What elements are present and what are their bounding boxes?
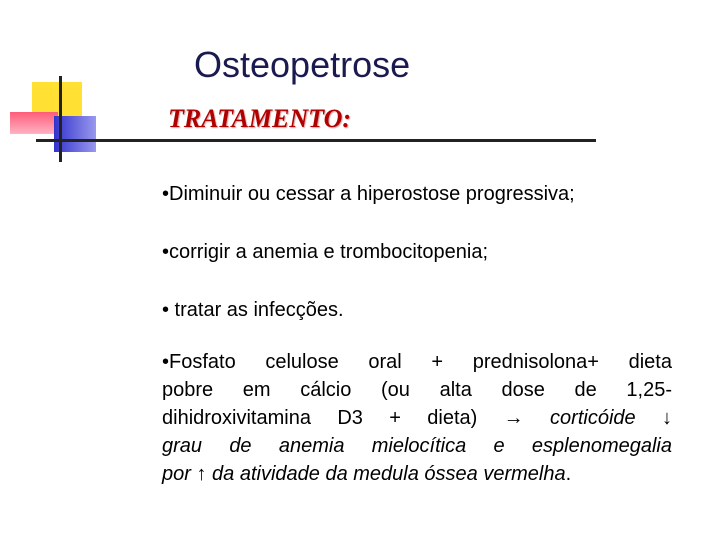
treatment-line-3 [162,404,672,432]
treatment-line-2: pobre em cálcio (ou alta dose de 1,25- [162,379,672,401]
treatment-line-5c: da atividade da medula óssea vermelha [212,463,566,485]
up-arrow: ↑ [190,463,213,485]
treatment-line-3a: dihidroxivitamina D3 + dieta) → [162,407,551,429]
slide-subtitle: TRATAMENTO: [168,104,352,133]
treatment-line-5 [162,460,672,488]
pink-bar [10,112,58,134]
treatment-line-5d: . [565,463,572,485]
slide-title: Osteopetrose [194,44,411,85]
vertical-rule [59,76,62,162]
bullet-item: •Diminuir ou cessar a hiperostose progressiva; [162,183,575,205]
treatment-line-4: grau de anemia mielocítica e esplenomegalia [162,435,672,457]
treatment-line-5a: por [162,463,191,485]
corner-decoration [0,0,110,170]
horizontal-rule [36,139,596,142]
treatment-line-1: •Fosfato celulose oral + prednisolona+ dieta [162,351,672,373]
treatment-line-3b: corticóide ↓ [550,407,673,429]
bullet-item: •corrigir a anemia e trombocitopenia; [162,241,489,263]
bullet-item: • tratar as infecções. [162,299,344,321]
bullet-item-treatment [162,348,672,488]
